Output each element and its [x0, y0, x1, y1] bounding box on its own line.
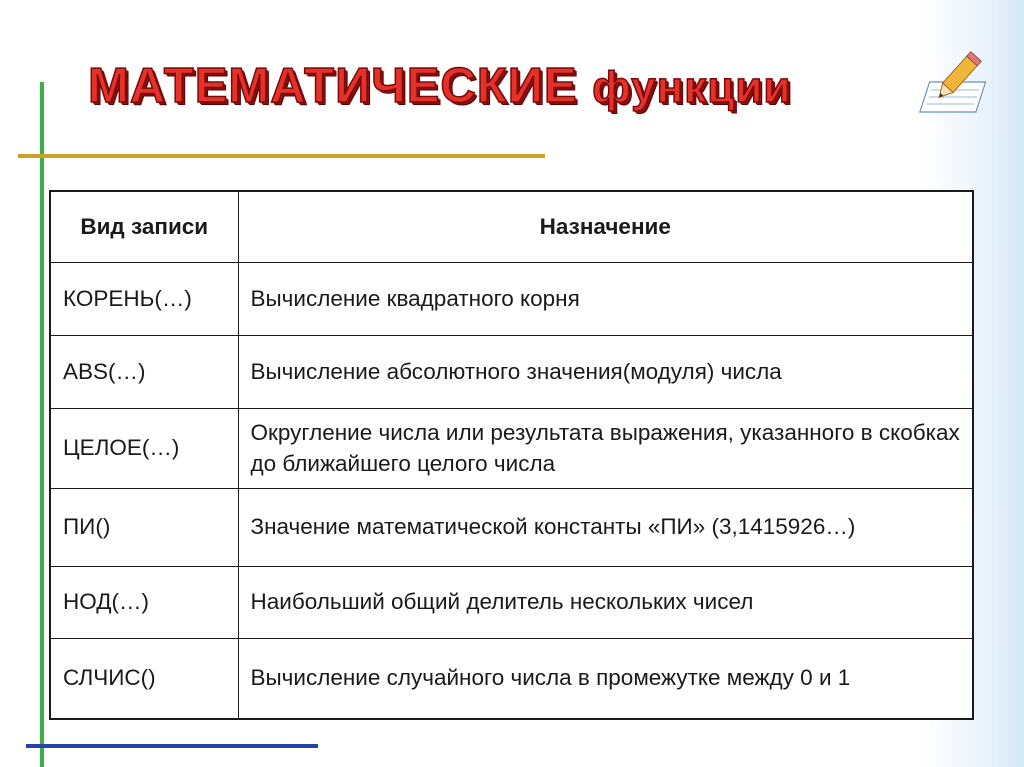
table-header-row — [50, 191, 973, 263]
blue-horizontal-line — [26, 744, 318, 748]
gold-horizontal-line — [18, 154, 545, 158]
table-row — [50, 639, 973, 719]
green-vertical-line — [40, 82, 44, 767]
function-description: Наибольший общий делитель нескольких чисел — [238, 567, 973, 639]
table-row — [50, 409, 973, 489]
functions-table — [49, 190, 974, 720]
table-row — [50, 336, 973, 409]
function-name: ЦЕЛОЕ(…) — [50, 409, 238, 489]
page-title — [88, 58, 791, 114]
function-name: НОД(…) — [50, 567, 238, 639]
function-name: СЛЧИС() — [50, 639, 238, 719]
function-description: Вычисление квадратного корня — [238, 263, 973, 336]
header-purpose: Назначение — [238, 191, 973, 263]
function-name: ABS(…) — [50, 336, 238, 409]
pencil-on-notepad-icon — [900, 50, 990, 120]
function-description: Округление числа или результата выражения, указанного в скобках до ближайшего целого числа — [238, 409, 973, 489]
title-rest: функции — [592, 63, 792, 112]
function-description: Значение математической константы «ПИ» (3,1415926…) — [238, 489, 973, 567]
table-row — [50, 263, 973, 336]
title-main: МАТЕМАТИЧЕСКИЕ — [88, 59, 578, 113]
function-description: Вычисление случайного числа в промежутке между 0 и 1 — [238, 639, 973, 719]
function-name: КОРЕНЬ(…) — [50, 263, 238, 336]
table-row — [50, 567, 973, 639]
function-name: ПИ() — [50, 489, 238, 567]
table-row — [50, 489, 973, 567]
header-notation: Вид записи — [50, 191, 238, 263]
function-description: Вычисление абсолютного значения(модуля) числа — [238, 336, 973, 409]
